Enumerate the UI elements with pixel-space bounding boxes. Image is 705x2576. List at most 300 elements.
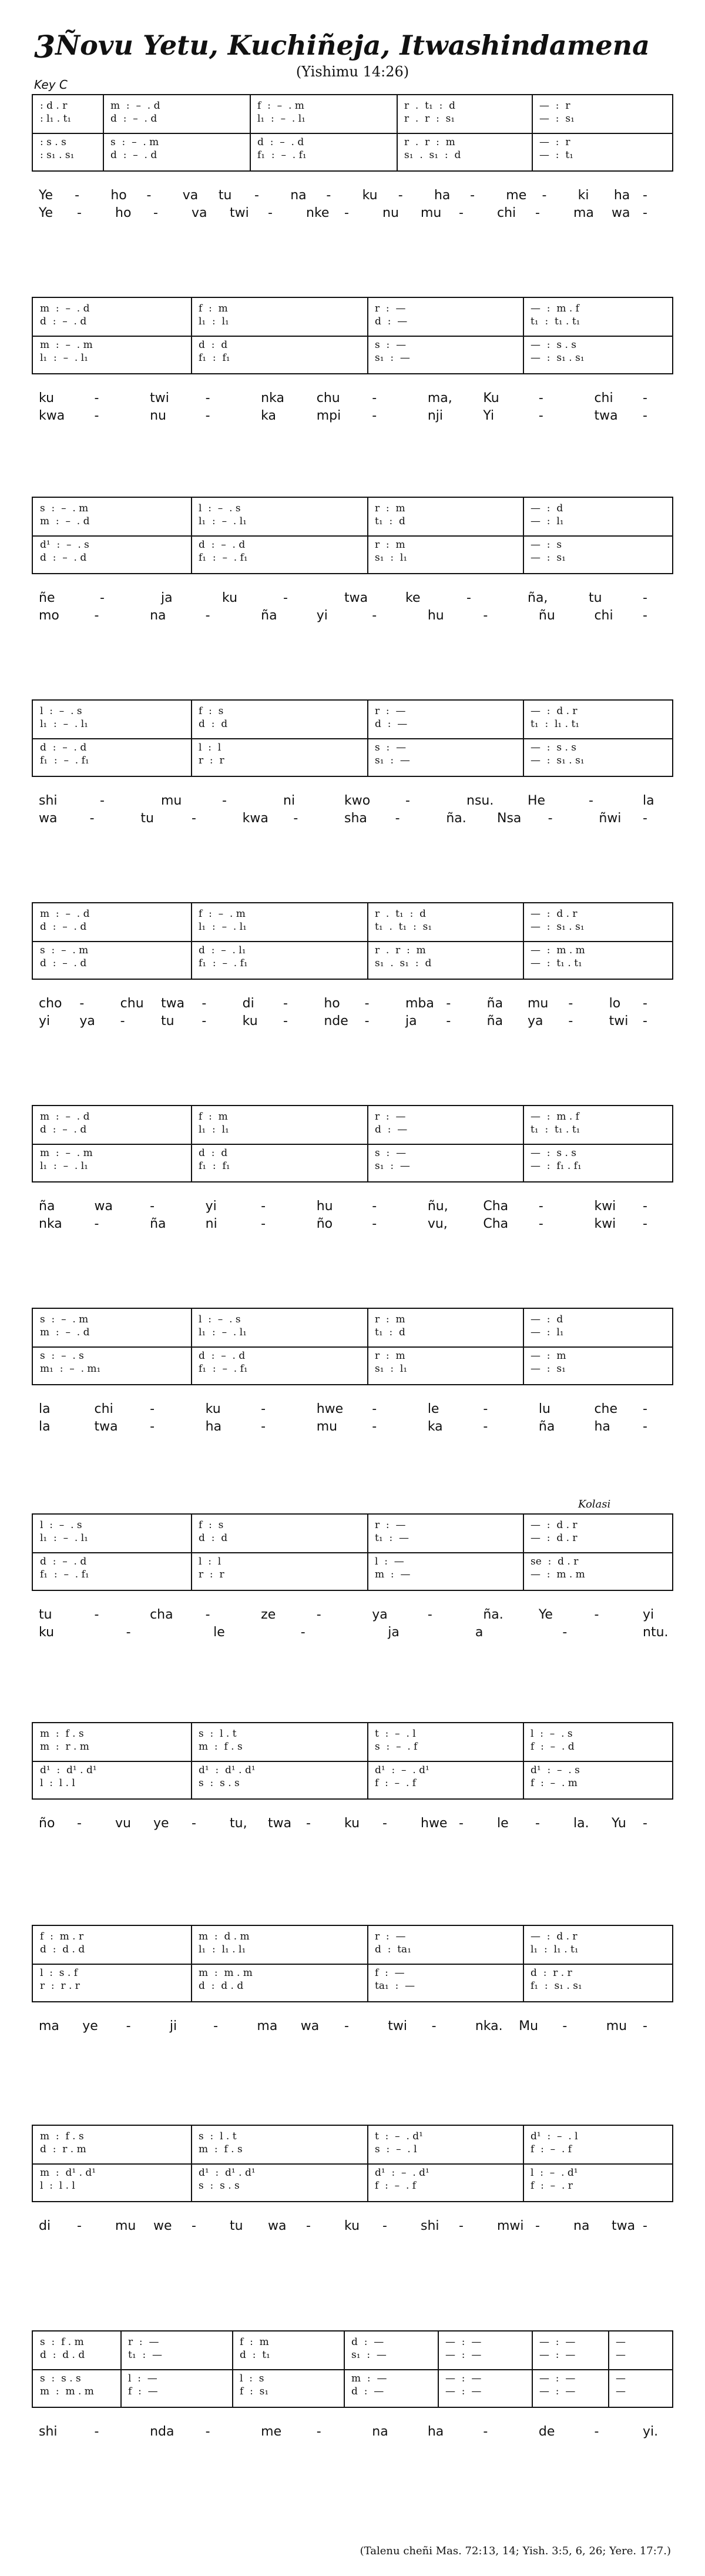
lyric-syllable: hwe xyxy=(316,1402,344,1416)
lyric-syllable: ku xyxy=(362,188,378,203)
lyric-syllable: twa xyxy=(94,1419,118,1434)
bar-line xyxy=(367,1723,368,1798)
lyric-syllable: - xyxy=(94,2424,99,2439)
lyric-syllable: - xyxy=(283,1014,288,1029)
bar-line xyxy=(523,498,524,573)
lyric-syllable: - xyxy=(150,1402,155,1416)
solfa-cell: f₁ : – . f₁ xyxy=(199,957,248,969)
lyric-syllable: ma, xyxy=(427,391,452,406)
lyric-syllable: va xyxy=(182,188,199,203)
solfa-cell: — : s₁ xyxy=(531,552,566,564)
lyric-syllable: - xyxy=(268,206,273,220)
solfa-cell: l₁ : – . l₁ xyxy=(199,921,247,933)
bar-line xyxy=(103,95,104,170)
solfa-cell: — : t₁ . t₁ xyxy=(531,957,582,969)
lyric-syllable: - xyxy=(192,1816,196,1831)
lyric-syllable: nka xyxy=(39,1217,62,1231)
lyric-syllable: - xyxy=(222,793,227,808)
bar-line xyxy=(367,298,368,373)
lyric-syllable: - xyxy=(372,1402,377,1416)
lyric-syllable: - xyxy=(395,811,400,826)
lyric-syllable: Yu xyxy=(612,1816,626,1831)
solfa-cell: s : l . t xyxy=(199,2131,237,2142)
bar-line xyxy=(367,2126,368,2201)
lyric-syllable: twa xyxy=(612,2219,636,2233)
solfa-cell: d : – . d xyxy=(40,1556,87,1567)
solfa-cell: — : — xyxy=(445,2386,482,2397)
lyric-syllable: - xyxy=(372,408,377,423)
solfa-cell: d¹ : – . d¹ xyxy=(375,2167,429,2179)
lyric-syllable: - xyxy=(382,1816,387,1831)
lyric-syllable: - xyxy=(372,1217,377,1231)
lyric-syllable: - xyxy=(94,391,99,406)
lyric-syllable: - xyxy=(483,1402,488,1416)
lyric-syllable: - xyxy=(589,793,593,808)
solfa-cell: m : – . d xyxy=(40,1111,90,1123)
solfa-cell: d : d . d xyxy=(40,2349,85,2361)
lyric-syllable: chi xyxy=(594,391,613,406)
lyric-syllable: ho xyxy=(324,996,340,1011)
lyric-syllable: Ye xyxy=(39,188,53,203)
lyric-syllable: ña xyxy=(538,1419,555,1434)
solfa-cell: s₁ : l₁ xyxy=(375,1363,408,1375)
lyric-syllable: - xyxy=(568,1014,573,1029)
bar-line xyxy=(608,2332,609,2407)
lyric-syllable: - xyxy=(562,1625,568,1640)
lyric-syllable: - xyxy=(306,2219,311,2233)
lyric-syllable: Cha xyxy=(483,1199,509,1214)
solfa-cell: — : — xyxy=(539,2349,576,2361)
lyric-syllable: wa xyxy=(300,2019,320,2034)
lyric-syllable: ha xyxy=(594,1419,610,1434)
lyric-syllable: - xyxy=(283,591,288,605)
solfa-cell: — : m . m xyxy=(531,944,585,956)
footnote: (Talenu cheñi Mas. 72:13, 14; Yish. 3:5, 6, 26; Yere. 17:7.) xyxy=(360,2545,671,2557)
bar-line xyxy=(523,1926,524,2001)
lyric-syllable: Ku xyxy=(483,391,499,406)
staff-box xyxy=(32,1722,673,1800)
solfa-cell: m : r . m xyxy=(40,1741,89,1753)
lyric-syllable: - xyxy=(293,811,298,826)
bar-line xyxy=(367,903,368,979)
solfa-cell: l : – . s xyxy=(199,1314,241,1325)
lyric-syllable: ku xyxy=(344,2219,360,2233)
solfa-cell: d¹ : – . s xyxy=(531,1764,580,1776)
staff-box xyxy=(32,94,673,172)
lyric-syllable: ñu xyxy=(538,608,555,623)
lyric-syllable: ku xyxy=(39,1625,55,1640)
lyric-syllable: ho xyxy=(115,206,132,220)
solfa-cell: — : s₁ . s₁ xyxy=(531,921,585,933)
solfa-cell: l : l . l xyxy=(40,1777,75,1789)
staff-divider xyxy=(33,941,672,942)
solfa-cell: s : — xyxy=(375,742,407,753)
solfa-cell: f : – . m xyxy=(199,908,246,920)
lyric-syllable: - xyxy=(205,2424,210,2439)
solfa-cell: r . r : m xyxy=(375,944,426,956)
staff-divider xyxy=(33,1761,672,1762)
solfa-cell: d : – . d xyxy=(257,136,304,148)
lyric-syllable: ni xyxy=(205,1217,217,1231)
bar-line xyxy=(232,2332,233,2407)
lyric-syllable: - xyxy=(300,1625,306,1640)
solfa-cell: : l₁ . t₁ xyxy=(40,113,72,125)
solfa-cell: — : s₁ . s₁ xyxy=(531,352,585,364)
solfa-cell: — : — xyxy=(445,2349,482,2361)
solfa-cell: r . t₁ : d xyxy=(404,100,456,112)
bar-line xyxy=(523,701,524,776)
solfa-cell: d¹ : – . l xyxy=(531,2131,578,2142)
solfa-cell: r : — xyxy=(375,1931,406,1942)
lyric-syllable: twi xyxy=(150,391,169,406)
lyric-syllable: Ye xyxy=(538,1607,553,1622)
song-number: 3 xyxy=(34,29,56,65)
solfa-cell: l : l . l xyxy=(40,2180,75,2192)
lyric-syllable: tu, xyxy=(230,1816,247,1831)
bar-line xyxy=(191,701,192,776)
solfa-cell: r : r xyxy=(199,755,224,766)
lyric-syllable: - xyxy=(254,188,259,203)
solfa-cell: t₁ : t₁ . t₁ xyxy=(531,1124,580,1135)
solfa-cell: d¹ : d¹ . d¹ xyxy=(40,1764,97,1776)
lyric-syllable: ya xyxy=(79,1014,95,1029)
song-title: Ñovu Yetu, Kuchiñeja, Itwashindamena xyxy=(55,29,650,61)
lyric-syllable: ño xyxy=(39,1816,55,1831)
solfa-cell: d : – . d xyxy=(199,539,246,551)
staff-box xyxy=(32,1513,673,1591)
solfa-cell: m : m . m xyxy=(40,2386,94,2397)
lyric-syllable: - xyxy=(100,793,105,808)
lyric-syllable: nka xyxy=(261,391,284,406)
solfa-cell: f : s xyxy=(199,1519,224,1531)
lyric-syllable: He xyxy=(528,793,546,808)
solfa-cell: f : — xyxy=(128,2386,158,2397)
solfa-cell: s : – . m xyxy=(40,944,89,956)
lyric-syllable: nsu. xyxy=(466,793,494,808)
bar-line xyxy=(191,1515,192,1590)
lyric-syllable: mu xyxy=(421,206,442,220)
lyric-syllable: we xyxy=(153,2219,172,2233)
lyric-syllable: ña xyxy=(486,996,503,1011)
solfa-cell: — xyxy=(616,2373,626,2384)
scripture-reference: (Yishimu 14:26) xyxy=(296,63,409,80)
bar-line xyxy=(191,1723,192,1798)
lyric-syllable: - xyxy=(643,1816,647,1831)
lyric-syllable: - xyxy=(100,591,105,605)
lyric-syllable: va xyxy=(192,206,207,220)
solfa-cell: f : s xyxy=(199,705,224,717)
lyric-syllable: ku xyxy=(242,1014,258,1029)
solfa-cell: — xyxy=(616,2349,626,2361)
lyric-syllable: - xyxy=(431,2019,437,2034)
lyric-syllable: ha xyxy=(613,188,630,203)
lyric-syllable: - xyxy=(94,608,99,623)
solfa-cell: d : – . d xyxy=(199,1350,246,1362)
lyric-syllable: la xyxy=(643,793,654,808)
solfa-cell: f₁ : – . f₁ xyxy=(199,552,248,564)
solfa-cell: m : — xyxy=(375,1569,411,1580)
staff-box xyxy=(32,1105,673,1183)
solfa-cell: s₁ . s₁ : d xyxy=(375,957,432,969)
solfa-cell: t : – . d¹ xyxy=(375,2131,423,2142)
lyric-syllable: twi xyxy=(230,206,249,220)
lyric-syllable: - xyxy=(192,2219,196,2233)
lyric-syllable: - xyxy=(261,1199,266,1214)
lyric-syllable: twi xyxy=(609,1014,629,1029)
solfa-cell: f₁ : f₁ xyxy=(199,1160,230,1172)
lyric-syllable: - xyxy=(427,1607,432,1622)
solfa-cell: d : r . r xyxy=(531,1967,572,1979)
solfa-cell: t₁ . t₁ : s₁ xyxy=(375,921,432,933)
lyric-syllable: kwi xyxy=(594,1199,616,1214)
solfa-cell: l₁ : l₁ xyxy=(199,316,229,327)
solfa-cell: s₁ . s₁ : d xyxy=(404,149,461,161)
staff-box xyxy=(32,297,673,374)
solfa-cell: d¹ : d¹ . d¹ xyxy=(199,2167,256,2179)
lyric-syllable: ña xyxy=(39,1199,55,1214)
lyric-syllable: - xyxy=(538,391,543,406)
solfa-cell: l : s . f xyxy=(40,1967,78,1979)
bar-line xyxy=(344,2332,345,2407)
lyric-syllable: - xyxy=(538,408,543,423)
lyric-syllable: le xyxy=(497,1816,509,1831)
solfa-cell: t₁ : l₁ . t₁ xyxy=(531,718,580,730)
solfa-cell: m : – . d xyxy=(40,908,90,920)
solfa-cell: — : s . s xyxy=(531,339,577,351)
solfa-cell: f : – . f xyxy=(375,2180,417,2192)
lyric-syllable: ño xyxy=(316,1217,333,1231)
lyric-syllable: mba xyxy=(405,996,434,1011)
solfa-cell: d : – . l₁ xyxy=(199,944,246,956)
solfa-cell: m : f . s xyxy=(40,2131,84,2142)
lyric-syllable: chu xyxy=(316,391,340,406)
lyric-syllable: kwa xyxy=(39,408,65,423)
solfa-cell: d : — xyxy=(351,2336,384,2348)
solfa-cell: — : d xyxy=(531,503,563,514)
lyric-syllable: twa xyxy=(161,996,185,1011)
lyric-syllable: - xyxy=(120,1014,125,1029)
lyric-syllable: - xyxy=(372,1199,377,1214)
lyric-syllable: nke xyxy=(306,206,330,220)
solfa-cell: m : – . d xyxy=(40,1326,90,1338)
lyric-syllable: la xyxy=(39,1402,51,1416)
lyric-syllable: - xyxy=(643,1217,647,1231)
bar-line xyxy=(191,1309,192,1384)
solfa-cell: s : s . s xyxy=(199,2180,240,2192)
lyric-syllable: ke xyxy=(405,591,421,605)
lyric-syllable: - xyxy=(483,2424,488,2439)
solfa-cell: s : – . l xyxy=(375,2143,417,2155)
lyric-syllable: - xyxy=(202,996,207,1011)
bar-line xyxy=(523,1723,524,1798)
lyric-syllable: ña. xyxy=(483,1607,503,1622)
solfa-cell: d : ta₁ xyxy=(375,1944,412,1955)
solfa-cell: — : — xyxy=(445,2336,482,2348)
lyric-syllable: hu xyxy=(316,1199,333,1214)
staff-divider xyxy=(33,133,672,134)
solfa-cell: d : d xyxy=(199,1532,228,1544)
lyric-syllable: - xyxy=(643,206,647,220)
solfa-cell: — : s xyxy=(531,539,562,551)
bar-line xyxy=(191,903,192,979)
solfa-cell: d : r . m xyxy=(40,2143,86,2155)
lyric-syllable: hwe xyxy=(421,1816,448,1831)
lyric-syllable: - xyxy=(594,2424,599,2439)
solfa-cell: f₁ : – . f₁ xyxy=(40,755,89,766)
lyric-syllable: ja xyxy=(161,591,173,605)
solfa-cell: — : s . s xyxy=(531,1147,577,1159)
solfa-cell: — : — xyxy=(445,2373,482,2384)
staff-divider xyxy=(33,336,672,337)
solfa-cell: — : — xyxy=(539,2336,576,2348)
solfa-cell: r : — xyxy=(375,303,406,314)
solfa-cell: — : l₁ xyxy=(531,515,564,527)
lyric-syllable: chi xyxy=(594,608,613,623)
lyric-syllable: - xyxy=(466,591,471,605)
lyric-syllable: - xyxy=(562,2019,568,2034)
lyric-syllable: - xyxy=(316,2424,321,2439)
solfa-cell: s : s . s xyxy=(40,2373,81,2384)
chorus-label: Kolasi xyxy=(578,1498,611,1510)
lyric-syllable: - xyxy=(398,188,403,203)
lyric-syllable: ñe xyxy=(39,591,55,605)
lyric-syllable: - xyxy=(77,206,82,220)
solfa-cell: f : – . m xyxy=(531,1777,578,1789)
solfa-cell: d : d xyxy=(199,718,228,730)
lyric-syllable: - xyxy=(150,1199,155,1214)
lyric-syllable: - xyxy=(538,1217,543,1231)
lyric-syllable: - xyxy=(643,391,647,406)
lyric-syllable: - xyxy=(372,391,377,406)
lyric-syllable: - xyxy=(364,1014,370,1029)
lyric-syllable: de xyxy=(538,2424,555,2439)
solfa-cell: : d . r xyxy=(40,100,68,112)
bar-line xyxy=(523,1309,524,1384)
lyric-syllable: - xyxy=(643,1419,647,1434)
lyric-syllable: - xyxy=(283,996,288,1011)
solfa-cell: t : – . l xyxy=(375,1728,416,1740)
lyric-syllable: na xyxy=(290,188,307,203)
solfa-cell: r : — xyxy=(128,2336,159,2348)
solfa-cell: f : m xyxy=(199,1111,228,1123)
lyric-syllable: me xyxy=(506,188,527,203)
solfa-cell: f : – . f xyxy=(375,1777,417,1789)
lyric-syllable: cho xyxy=(39,996,62,1011)
lyric-syllable: chi xyxy=(94,1402,113,1416)
solfa-cell: l : – . s xyxy=(40,1519,82,1531)
lyric-syllable: - xyxy=(643,1014,647,1029)
staff-box xyxy=(32,1925,673,2002)
lyric-syllable: - xyxy=(75,188,80,203)
solfa-cell: m : – . m xyxy=(40,339,93,351)
bar-line xyxy=(438,2332,439,2407)
lyric-syllable: nka. xyxy=(475,2019,503,2034)
bar-line xyxy=(523,1106,524,1181)
solfa-cell: r : m xyxy=(375,1350,405,1362)
solfa-cell: — xyxy=(616,2336,626,2348)
lyric-syllable: sha xyxy=(344,811,367,826)
bar-line xyxy=(191,2126,192,2201)
lyric-syllable: ma xyxy=(573,206,594,220)
lyric-syllable: - xyxy=(372,1419,377,1434)
solfa-cell: d : d . d xyxy=(199,1980,244,1992)
lyric-syllable: - xyxy=(548,811,553,826)
lyric-syllable: tu xyxy=(218,188,232,203)
solfa-cell: s : – . m xyxy=(40,1314,89,1325)
lyric-syllable: a xyxy=(475,1625,484,1640)
lyric-syllable: - xyxy=(150,1419,155,1434)
solfa-cell: m : m . m xyxy=(199,1967,253,1979)
solfa-cell: t₁ : d xyxy=(375,1326,405,1338)
lyric-syllable: twa xyxy=(344,591,368,605)
solfa-cell: m : – . d xyxy=(110,100,160,112)
solfa-cell: d : — xyxy=(375,718,408,730)
solfa-cell: l₁ : – . l₁ xyxy=(40,718,88,730)
lyric-syllable: ma xyxy=(257,2019,278,2034)
lyric-syllable: ya xyxy=(372,1607,388,1622)
staff-divider xyxy=(33,738,672,739)
lyric-syllable: - xyxy=(643,2219,647,2233)
solfa-cell: r : r xyxy=(199,1569,224,1580)
solfa-cell: l₁ : – . l₁ xyxy=(199,1326,247,1338)
lyric-syllable: - xyxy=(205,1607,210,1622)
lyric-syllable: Yi xyxy=(483,408,495,423)
lyric-syllable: - xyxy=(126,2019,131,2034)
lyric-syllable: - xyxy=(192,811,196,826)
solfa-cell: s : s . s xyxy=(199,1777,240,1789)
lyric-syllable: ñu, xyxy=(427,1199,448,1214)
solfa-cell: d : – . d xyxy=(40,316,87,327)
solfa-cell: m : – . d xyxy=(40,303,90,314)
solfa-cell: r . r : m xyxy=(404,136,455,148)
lyric-syllable: ña. xyxy=(446,811,466,826)
solfa-cell: — : — xyxy=(539,2386,576,2397)
lyric-syllable: - xyxy=(126,1625,131,1640)
lyric-syllable: - xyxy=(372,608,377,623)
lyric-syllable: - xyxy=(535,2219,540,2233)
lyric-syllable: ma xyxy=(39,2019,59,2034)
solfa-cell: r . t₁ : d xyxy=(375,908,427,920)
solfa-cell: m : d¹ . d¹ xyxy=(40,2167,96,2179)
solfa-cell: l₁ : – . l₁ xyxy=(40,1532,88,1544)
solfa-cell: s : f . m xyxy=(40,2336,84,2348)
solfa-cell: : s₁ . s₁ xyxy=(40,149,75,161)
solfa-cell: l₁ : – . l₁ xyxy=(40,1160,88,1172)
staff-divider xyxy=(33,1346,672,1348)
lyric-syllable: - xyxy=(213,2019,219,2034)
lyric-syllable: ku xyxy=(205,1402,221,1416)
bar-line xyxy=(367,1515,368,1590)
solfa-cell: s : l . t xyxy=(199,1728,237,1740)
solfa-cell: d : – . d xyxy=(40,1124,87,1135)
lyric-syllable: mu xyxy=(528,996,549,1011)
solfa-cell: l₁ : l₁ xyxy=(199,1124,229,1135)
lyric-syllable: Cha xyxy=(483,1217,509,1231)
solfa-cell: — : s₁ xyxy=(531,1363,566,1375)
lyric-syllable: Ye xyxy=(39,206,53,220)
lyric-syllable: - xyxy=(643,996,647,1011)
solfa-cell: f : m xyxy=(240,2336,269,2348)
solfa-cell: s : – . f xyxy=(375,1741,418,1753)
lyric-syllable: mwi xyxy=(497,2219,524,2233)
lyric-syllable: ki xyxy=(578,188,589,203)
staff-divider xyxy=(33,535,672,537)
lyric-syllable: - xyxy=(643,1402,647,1416)
lyric-syllable: - xyxy=(382,2219,387,2233)
solfa-cell: r . r : s₁ xyxy=(404,113,455,125)
solfa-cell: — : d . r xyxy=(531,1519,578,1531)
solfa-cell: r : — xyxy=(375,1519,406,1531)
